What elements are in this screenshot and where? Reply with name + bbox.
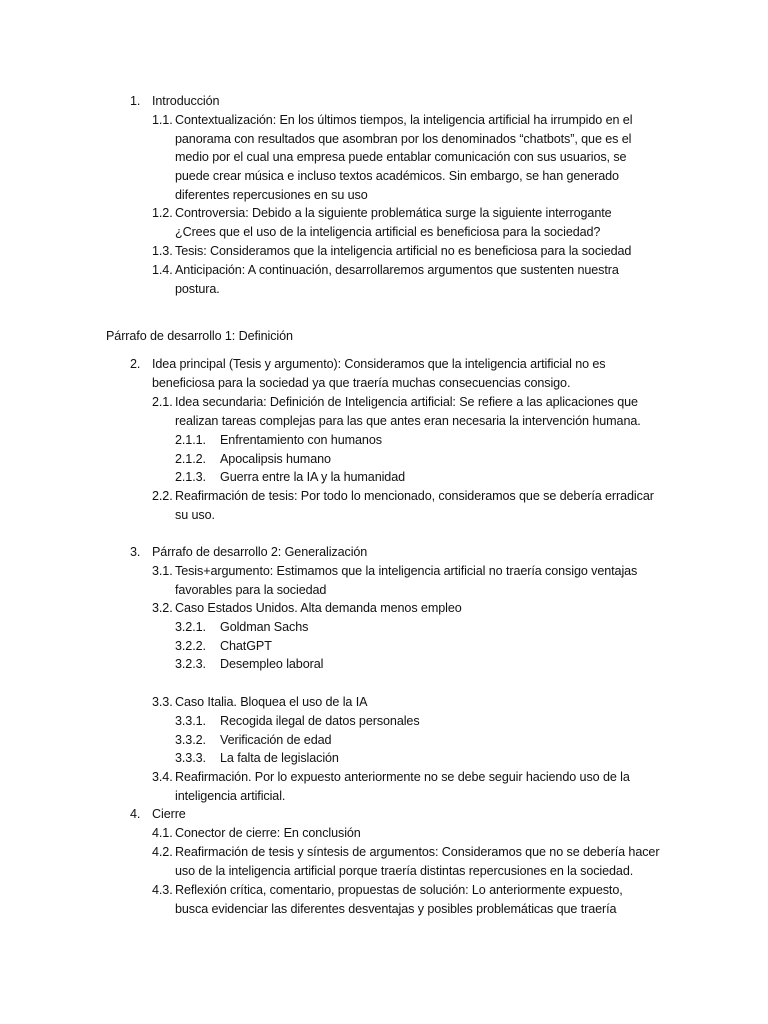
item-text: La falta de legislación <box>220 751 339 765</box>
item-text: Caso Italia. Bloquea el uso de la IA <box>175 695 368 709</box>
item-text: Tesis+argumento: Estimamos que la inteligencia artificial no traería consigo ventajas <box>175 564 638 578</box>
item-number: 4.1. <box>152 826 173 840</box>
item-text: busca evidenciar las diferentes desventajas y posibles problemáticas que traería <box>175 902 617 916</box>
item-text: Idea principal (Tesis y argumento): Consideramos que la inteligencia artificial no es <box>152 357 606 371</box>
item-text: Anticipación: A continuación, desarrollaremos argumentos que sustenten nuestra <box>175 263 619 277</box>
item-text: panorama con resultados que asombran por los denominados “chatbots”, que es el <box>175 132 632 146</box>
item-text: Introducción <box>152 94 220 108</box>
item-number: 3.2.2. <box>175 639 206 653</box>
item-number: 2.1.2. <box>175 452 206 466</box>
item-text: Reafirmación de tesis: Por todo lo mencionado, consideramos que se debería erradicar <box>175 489 654 503</box>
item-number: 3.3. <box>152 695 173 709</box>
item-number: 3.2.1. <box>175 620 206 634</box>
item-text: inteligencia artificial. <box>175 789 286 803</box>
item-text: Desempleo laboral <box>220 657 324 671</box>
item-text: Reflexión crítica, comentario, propuestas de solución: Lo anteriormente expuesto, <box>175 883 623 897</box>
item-text: Caso Estados Unidos. Alta demanda menos empleo <box>175 601 462 615</box>
item-text: Cierre <box>152 807 186 821</box>
item-number: 4. <box>130 807 141 821</box>
item-number: 2. <box>130 357 141 371</box>
item-text: su uso. <box>175 508 215 522</box>
item-text: Guerra entre la IA y la humanidad <box>220 470 406 484</box>
item-number: 4.3. <box>152 883 173 897</box>
item-text: Apocalipsis humano <box>220 452 331 466</box>
item-text: beneficiosa para la sociedad ya que traería muchas consecuencias consigo. <box>152 376 571 390</box>
item-text: Párrafo de desarrollo 2: Generalización <box>152 545 368 559</box>
item-number: 1.1. <box>152 113 173 127</box>
item-number: 3.3.1. <box>175 714 206 728</box>
item-text: Idea secundaria: Definición de Inteligencia artificial: Se refiere a las aplicaciones que <box>175 395 638 409</box>
item-text: realizan tareas complejas para las que antes eran necesaria la intervención humana. <box>175 414 641 428</box>
item-number: 2.1. <box>152 395 173 409</box>
heading-text: Párrafo de desarrollo 1: Definición <box>106 329 293 343</box>
item-number: 3.3.2. <box>175 733 206 747</box>
item-text: Recogida ilegal de datos personales <box>220 714 420 728</box>
item-text: ¿Crees que el uso de la inteligencia artificial es beneficiosa para la sociedad? <box>175 225 601 239</box>
item-number: 2.2. <box>152 489 173 503</box>
item-text: Goldman Sachs <box>220 620 309 634</box>
item-number: 3.2.3. <box>175 657 206 671</box>
item-text: Conector de cierre: En conclusión <box>175 826 361 840</box>
item-text: favorables para la sociedad <box>175 583 327 597</box>
item-text: Reafirmación de tesis y síntesis de argumentos: Consideramos que no se debería hacer <box>175 845 660 859</box>
item-text: Tesis: Consideramos que la inteligencia artificial no es beneficiosa para la sociedad <box>175 244 632 258</box>
item-text: Controversia: Debido a la siguiente problemática surge la siguiente interrogante <box>175 206 612 220</box>
item-text: puede crear música e incluso textos académicos. Sin embargo, se han generado <box>175 169 619 183</box>
item-number: 2.1.3. <box>175 470 206 484</box>
item-text: Reafirmación. Por lo expuesto anteriormente no se debe seguir haciendo uso de la <box>175 770 630 784</box>
item-text: diferentes repercusiones en su uso <box>175 188 368 202</box>
item-number: 1.4. <box>152 263 173 277</box>
item-text: Enfrentamiento con humanos <box>220 433 382 447</box>
item-number: 3.2. <box>152 601 173 615</box>
item-number: 1.3. <box>152 244 173 258</box>
item-number: 3.3.3. <box>175 751 206 765</box>
item-number: 3.4. <box>152 770 173 784</box>
item-number: 2.1.1. <box>175 433 206 447</box>
item-number: 1. <box>130 94 141 108</box>
item-text: ChatGPT <box>220 639 272 653</box>
item-text: medio por el cual una empresa puede entablar comunicación con sus usuarios, se <box>175 150 627 164</box>
item-number: 4.2. <box>152 845 173 859</box>
item-text: Verificación de edad <box>220 733 332 747</box>
item-number: 3. <box>130 545 141 559</box>
item-text: uso de la inteligencia artificial porque traería distintas repercusiones en la sociedad. <box>175 864 634 878</box>
item-text: postura. <box>175 282 220 296</box>
item-number: 1.2. <box>152 206 173 220</box>
item-number: 3.1. <box>152 564 173 578</box>
item-text: Contextualización: En los últimos tiempos, la inteligencia artificial ha irrumpido en el <box>175 113 633 127</box>
